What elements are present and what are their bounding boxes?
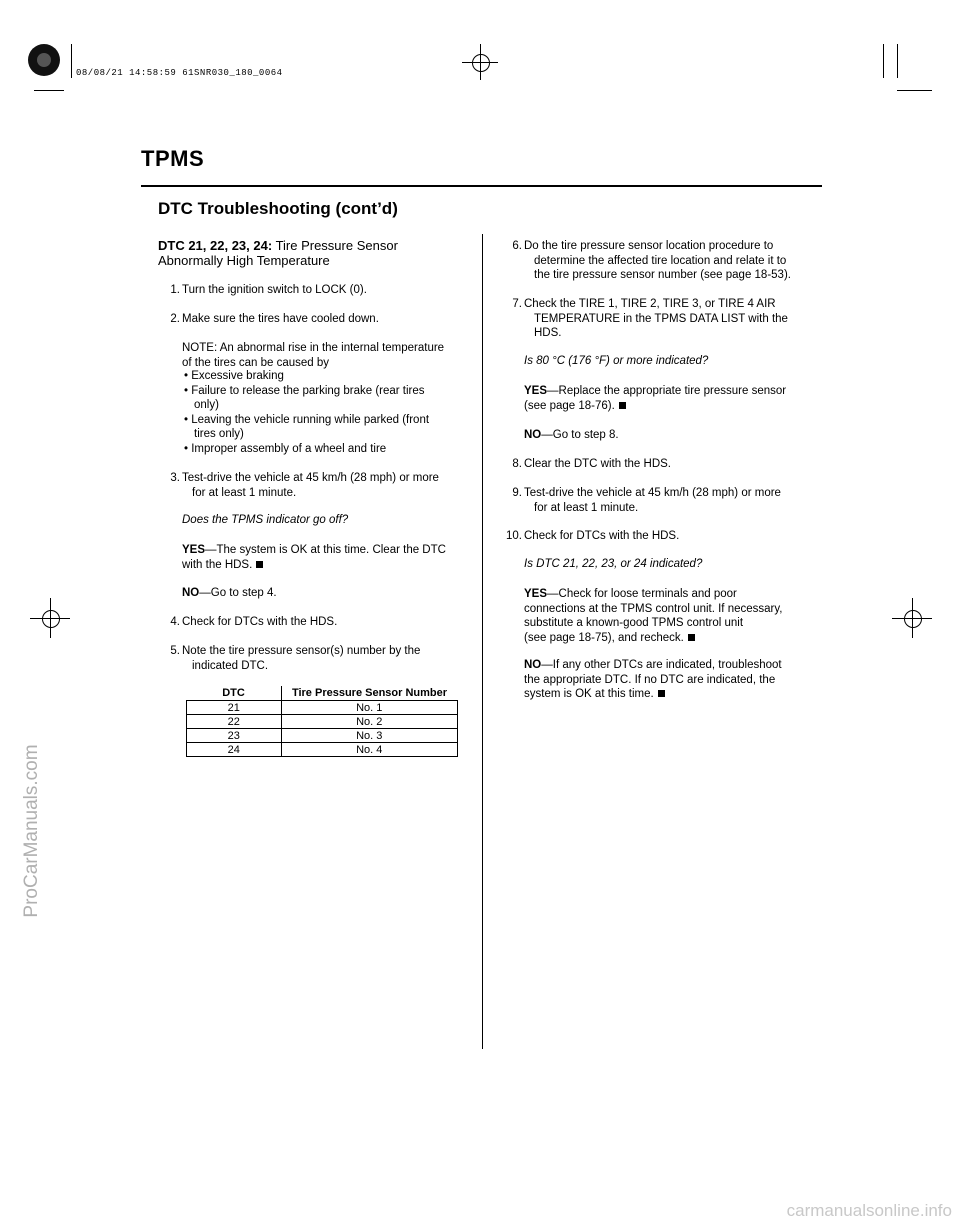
table-header-row	[187, 686, 458, 701]
registration-mark-top-left	[28, 44, 60, 76]
yes-branch-1: YES—The system is OK at this time. Clear the DTC with the HDS.	[182, 544, 446, 571]
crop-mark	[71, 44, 72, 78]
question-2: Is 80 °C (176 °F) or more indicated?	[524, 355, 709, 367]
column-divider	[482, 234, 483, 1049]
dtc-description: Tire Pressure Sensor	[275, 238, 398, 253]
end-square-icon	[256, 561, 263, 568]
no-branch-3: NO—If any other DTCs are indicated, troubleshoot the appropriate DTC. If no DTC are indicated, the system is OK at this time.	[524, 659, 782, 700]
list-item: • Failure to release the parking brake (rear tires	[184, 384, 425, 397]
crosshair-mark-right	[898, 604, 928, 634]
header-rule	[141, 185, 822, 187]
crop-mark	[897, 90, 932, 91]
bottom-watermark: carmanualsonline.info	[786, 1201, 952, 1220]
section-title: TPMS	[141, 146, 205, 171]
end-square-icon	[658, 690, 665, 697]
question-3: Is DTC 21, 22, 23, or 24 indicated?	[524, 558, 703, 570]
no-branch-2: NO—Go to step 8.	[524, 429, 619, 441]
print-stamp: 08/08/21 14:58:59 61SNR030_180_0064	[76, 68, 283, 78]
note: NOTE: An abnormal rise in the internal temperature of the tires can be caused by	[182, 342, 445, 369]
crosshair-mark-left	[36, 604, 66, 634]
side-watermark: ProCarManuals.com	[21, 744, 42, 918]
end-square-icon	[619, 402, 626, 409]
dtc-description-cont: Abnormally High Temperature	[158, 253, 330, 268]
crop-mark	[897, 44, 898, 78]
crosshair-mark-top	[466, 48, 496, 78]
end-square-icon	[688, 634, 695, 641]
dtc-table	[186, 686, 458, 757]
page-title: DTC Troubleshooting (cont’d)	[158, 199, 398, 218]
dtc-heading	[158, 238, 398, 268]
column-header-dtc: DTC	[187, 686, 282, 701]
no-branch-1: NO—Go to step 4.	[182, 587, 277, 599]
yes-branch-3: YES—Check for loose terminals and poor connections at the TPMS control unit. If necessary, substitute a known-good TPMS control unit (see page 18-75), and recheck.	[524, 588, 783, 644]
column-header-sensor: Tire Pressure Sensor Number	[281, 686, 458, 701]
table-row: 22 No. 2	[187, 715, 458, 729]
cause-list: • Excessive braking • Failure to release the parking brake (rear tires only) • Leaving the vehicle running while parked (front tires only) • Improper assembly of a wheel and tire	[184, 370, 430, 455]
list-item: • Excessive braking	[184, 370, 284, 382]
table-row: 21 No. 1	[187, 701, 458, 715]
yes-branch-2: YES—Replace the appropriate tire pressure sensor (see page 18-76).	[524, 385, 787, 412]
crop-mark	[883, 44, 884, 78]
crop-mark	[34, 90, 64, 91]
table-row: 24 No. 4	[187, 743, 458, 757]
question-1: Does the TPMS indicator go off?	[182, 514, 349, 526]
list-item: • Improper assembly of a wheel and tire	[184, 442, 387, 455]
list-item: • Leaving the vehicle running while parked (front	[184, 413, 430, 426]
table-row: 23 No. 3	[187, 729, 458, 743]
dtc-codes: DTC 21, 22, 23, 24:	[158, 238, 273, 253]
